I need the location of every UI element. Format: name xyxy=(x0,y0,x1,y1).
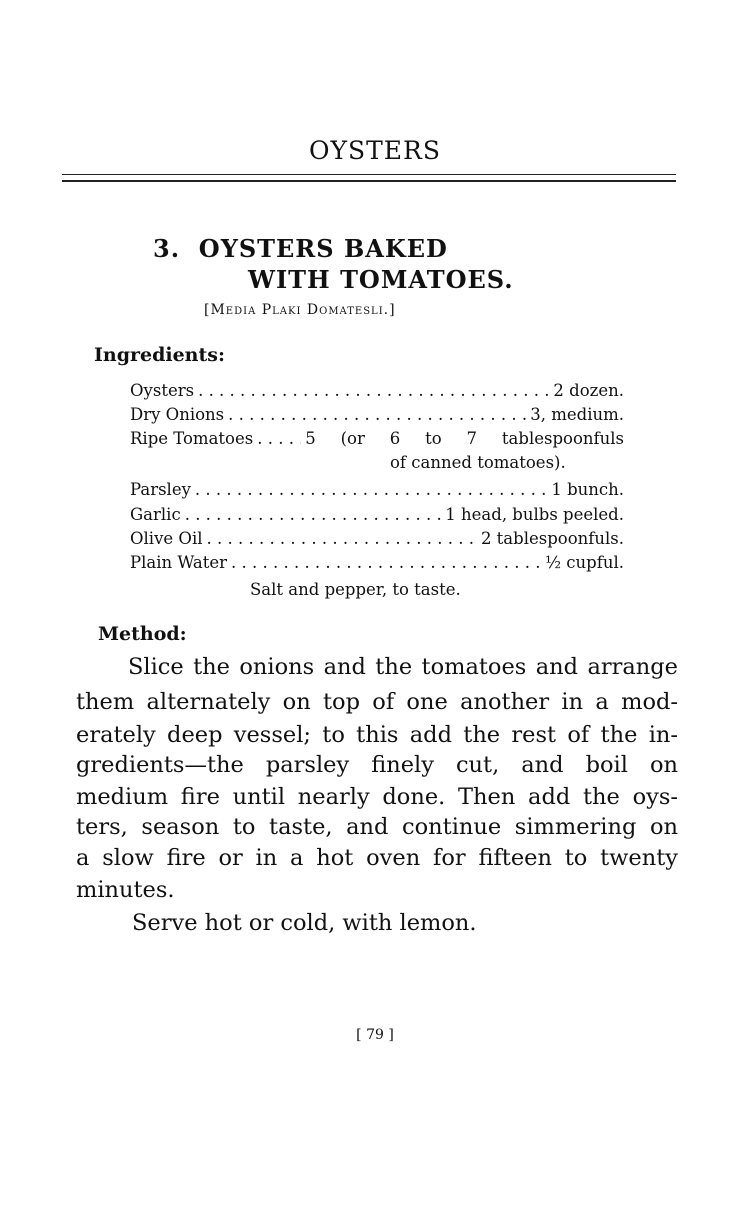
ingredient-name: Dry Onions xyxy=(130,405,225,424)
ingredient-name: Oysters xyxy=(130,381,195,400)
method-line: ters, season to taste, and continue simmering on xyxy=(76,814,678,840)
method-line: medium fire until nearly done. Then add the oys- xyxy=(76,784,678,810)
ingredient-name: Plain Water xyxy=(130,553,228,572)
leader-dots xyxy=(231,553,541,572)
method-line: erately deep vessel; to this add the rest of the in- xyxy=(76,722,678,748)
recipe-title: OYSTERS BAKED xyxy=(198,234,448,263)
method-line: a slow fire or in a hot oven for fifteen to twenty xyxy=(76,845,678,871)
method-line: them alternately on top of one another in a mod- xyxy=(76,689,678,715)
ingredient-amount: 1 bunch. xyxy=(551,480,624,499)
ingredients-heading: Ingredients: xyxy=(94,344,225,366)
ingredient-row xyxy=(130,505,624,524)
page-number: [ 79 ] xyxy=(356,1027,394,1043)
method-line: minutes. xyxy=(76,877,175,903)
ingredient-amount: 3, medium. xyxy=(530,405,624,424)
seasoning-note: Salt and pepper, to taste. xyxy=(250,580,461,599)
ingredient-amount: ½ cupful. xyxy=(545,553,624,572)
header-rule-thin xyxy=(62,174,676,175)
ingredient-amount: 1 head, bulbs peeled. xyxy=(445,505,624,524)
ingredient-amount: 2 dozen. xyxy=(553,381,624,400)
leader-dots xyxy=(185,505,442,524)
ingredient-name: Parsley xyxy=(130,480,191,499)
ingredient-row xyxy=(130,429,624,448)
ingredient-row xyxy=(130,381,624,400)
running-head: OYSTERS xyxy=(309,136,441,165)
ingredient-name: Olive Oil xyxy=(130,529,203,548)
method-heading: Method: xyxy=(98,623,187,645)
ingredient-amount: 2 tablespoonfuls. xyxy=(480,529,624,548)
ingredient-amount: 5 (or 6 to 7 tablespoonfuls xyxy=(305,429,624,448)
leader-dots xyxy=(257,429,301,448)
leader-dots xyxy=(198,381,549,400)
recipe-number: 3. xyxy=(153,234,181,263)
ingredient-name: Ripe Tomatoes xyxy=(130,429,254,448)
ingredient-row xyxy=(130,405,624,424)
recipe-title-line1 xyxy=(153,234,448,263)
recipe-subtitle: [Media Plaki Domatesli.] xyxy=(204,302,396,318)
ingredient-continuation: of canned tomatoes). xyxy=(390,453,566,472)
method-line: gredients—the parsley finely cut, and boil on xyxy=(76,752,678,778)
method-line: Serve hot or cold, with lemon. xyxy=(132,910,477,936)
header-rule-thick xyxy=(62,180,676,182)
ingredient-row xyxy=(130,553,624,572)
leader-dots xyxy=(207,529,477,548)
leader-dots xyxy=(195,480,547,499)
recipe-title-line2: WITH TOMATOES. xyxy=(248,265,514,294)
ingredient-name: Garlic xyxy=(130,505,181,524)
ingredient-row xyxy=(130,529,624,548)
leader-dots xyxy=(228,405,526,424)
ingredient-row xyxy=(130,480,624,499)
method-line: Slice the onions and the tomatoes and arrange xyxy=(128,654,678,680)
